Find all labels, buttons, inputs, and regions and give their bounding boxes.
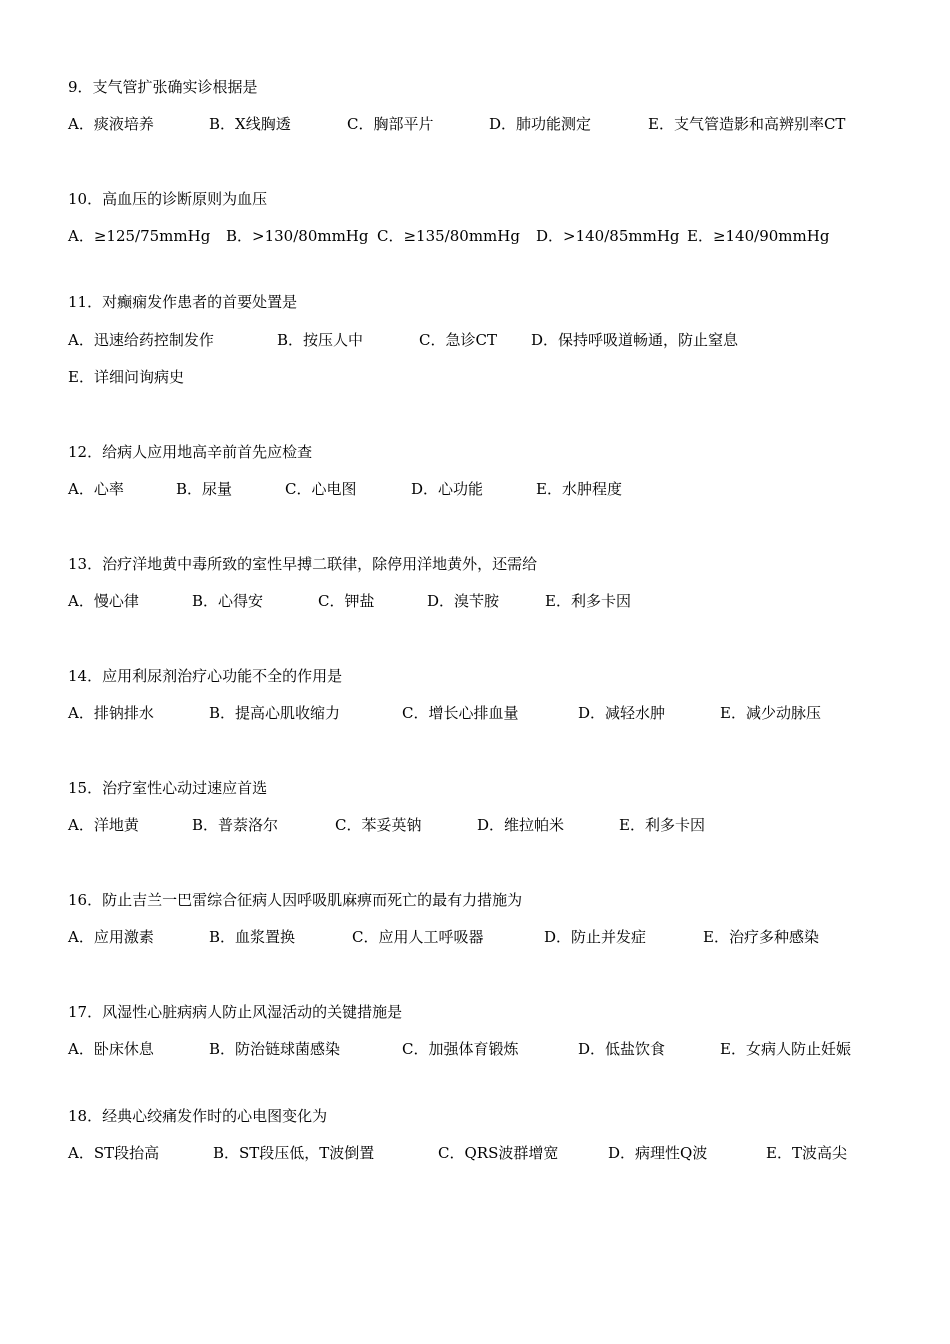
option-d: D．维拉帕米: [477, 816, 565, 834]
question-stem: 17．风湿性心脏病病人防止风湿活动的关键措施是: [68, 1003, 403, 1021]
option-b: B．尿量: [176, 480, 233, 498]
option-d: D．低盐饮食: [578, 1040, 666, 1058]
option-b: B．ST段压低，T波倒置: [213, 1144, 375, 1162]
option-b: B．按压人中: [277, 331, 364, 349]
option-a: A．慢心律: [68, 592, 139, 610]
option-a: A．痰液培养: [68, 115, 154, 133]
option-c: C．QRS波群增宽: [438, 1144, 559, 1162]
option-e: E．≥140/90mmHg: [687, 227, 830, 245]
option-a: A．≥125/75mmHg: [68, 227, 211, 245]
question-stem: 14．应用利尿剂治疗心功能不全的作用是: [68, 667, 343, 685]
option-c: C．应用人工呼吸器: [352, 928, 484, 946]
question-stem: 12．给病人应用地高辛前首先应检查: [68, 443, 313, 461]
question-stem: 16．防止吉兰一巴雷综合征病人因呼吸肌麻痹而死亡的最有力措施为: [68, 891, 523, 909]
question-stem: 15．治疗室性心动过速应首选: [68, 779, 268, 797]
option-e: E．水肿程度: [536, 480, 622, 498]
option-c: C．≥135/80mmHg: [377, 227, 520, 245]
question-stem: 10．高血压的诊断原则为血压: [68, 190, 268, 208]
option-c: C．急诊CT: [419, 331, 497, 349]
option-a: A．心率: [68, 480, 124, 498]
option-a: A．洋地黄: [68, 816, 139, 834]
option-c: C．心电图: [285, 480, 357, 498]
option-d: D．减轻水肿: [578, 704, 666, 722]
option-a: A．迅速给药控制发作: [68, 331, 214, 349]
option-b: B．防治链球菌感染: [209, 1040, 341, 1058]
option-d: D．>140/85mmHg: [536, 227, 680, 245]
option-c: C．加强体育锻炼: [402, 1040, 519, 1058]
option-e: E．女病人防止妊娠: [720, 1040, 851, 1058]
option-e: E．支气管造影和高辨别率CT: [648, 115, 846, 133]
option-e: E．减少动脉压: [720, 704, 821, 722]
option-c: C．胸部平片: [347, 115, 434, 133]
option-b: B．>130/80mmHg: [226, 227, 369, 245]
option-b: B．心得安: [192, 592, 264, 610]
option-b: B．提高心肌收缩力: [209, 704, 341, 722]
option-b: B．普萘洛尔: [192, 816, 279, 834]
option-e: E．利多卡因: [545, 592, 631, 610]
option-e: E．治疗多种感染: [703, 928, 819, 946]
option-b: B．X线胸透: [209, 115, 291, 133]
option-a: A．ST段抬高: [68, 1144, 160, 1162]
option-d: D．肺功能测定: [489, 115, 592, 133]
option-a: A．排钠排水: [68, 704, 154, 722]
option-d: D．防止并发症: [544, 928, 647, 946]
option-c: C．钾盐: [318, 592, 375, 610]
option-b: B．血浆置换: [209, 928, 296, 946]
question-stem: 13．治疗洋地黄中毒所致的室性早搏二联律，除停用洋地黄外，还需给: [68, 555, 538, 573]
question-stem: 18．经典心绞痛发作时的心电图变化为: [68, 1107, 328, 1125]
option-c: C．增长心排血量: [402, 704, 519, 722]
option-a: A．应用激素: [68, 928, 154, 946]
question-stem: 9．支气管扩张确实诊根据是: [68, 78, 258, 96]
option-a: A．卧床休息: [68, 1040, 154, 1058]
option-e: E．利多卡因: [619, 816, 705, 834]
option-e: E．T波高尖: [766, 1144, 847, 1162]
option-d: D．保持呼吸道畅通，防止窒息: [531, 331, 739, 349]
option-d: D．病理性Q波: [608, 1144, 708, 1162]
question-stem: 11．对癫痫发作患者的首要处置是: [68, 293, 298, 311]
option-c: C．苯妥英钠: [335, 816, 422, 834]
option-e: E．详细问询病史: [68, 368, 184, 386]
option-d: D．心功能: [411, 480, 484, 498]
option-d: D．溴苄胺: [427, 592, 500, 610]
